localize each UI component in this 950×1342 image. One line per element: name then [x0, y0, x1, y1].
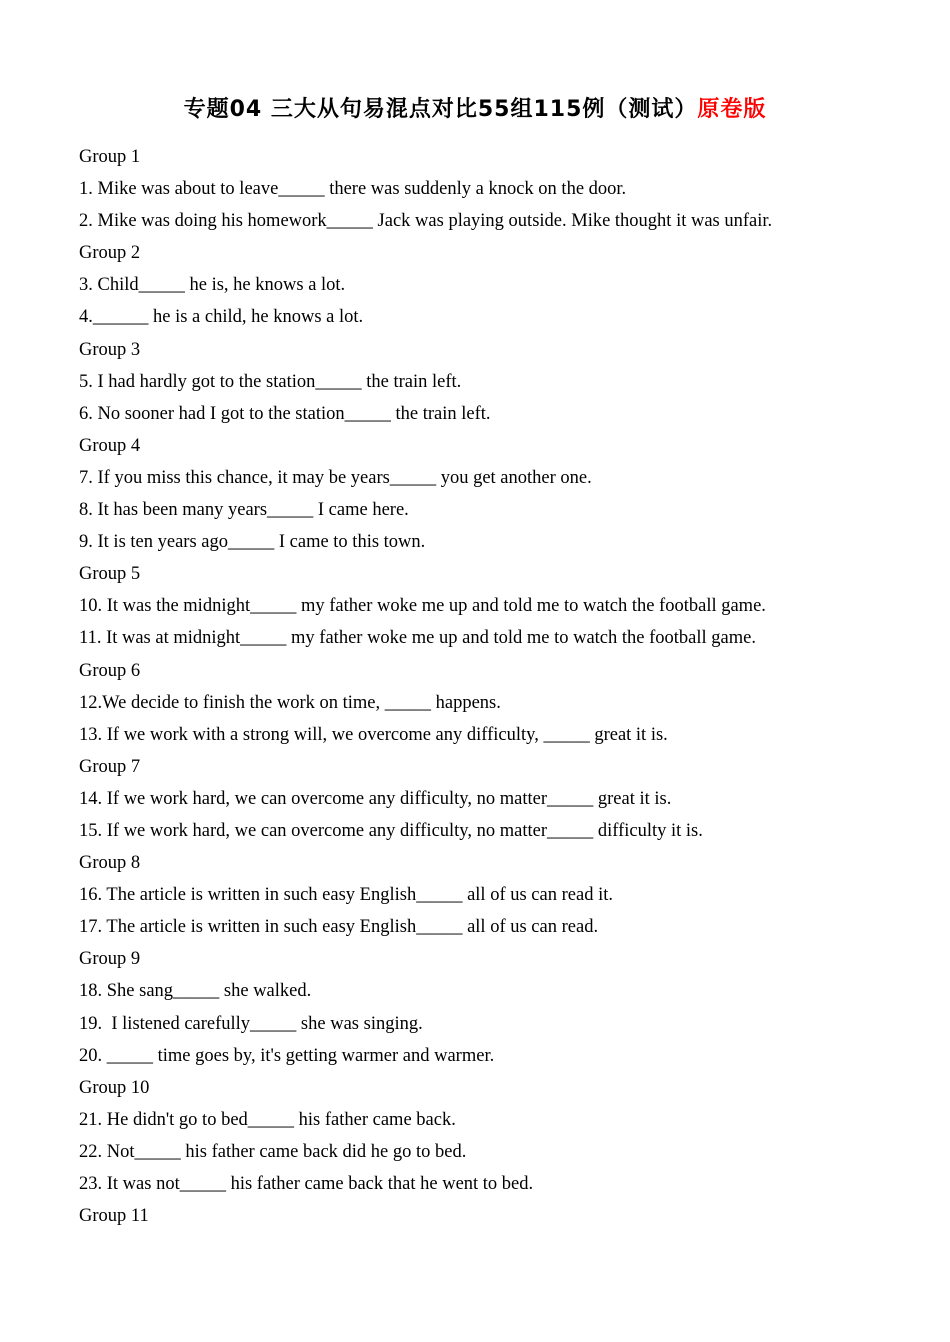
exercise-item: 20. _____ time goes by, it's getting warmer and warmer. — [79, 1045, 495, 1066]
exercise-list — [79, 141, 879, 1232]
exercise-item: 9. It is ten years ago_____ I came to this town. — [79, 532, 426, 553]
exercise-item: 18. She sang_____ she walked. — [79, 981, 312, 1002]
group-heading: Group 4 — [79, 435, 141, 456]
group-heading: Group 1 — [79, 147, 141, 167]
group-heading: Group 9 — [79, 949, 141, 970]
exercise-item: 4.______ he is a child, he knows a lot. — [79, 307, 364, 328]
exercise-item: 21. He didn't go to bed_____ his father came back. — [79, 1109, 456, 1130]
exercise-item: 16. The article is written in such easy English_____ all of us can read it. — [79, 885, 613, 906]
exercise-item: 1. Mike was about to leave_____ there was suddenly a knock on the door. — [79, 179, 627, 200]
exercise-item: 15. If we work hard, we can overcome any difficulty, no matter_____ difficulty it is. — [79, 820, 703, 841]
group-heading: Group 7 — [79, 756, 141, 777]
group-heading: Group 11 — [79, 1206, 149, 1227]
group-heading: Group 6 — [79, 660, 141, 681]
exercise-item: 3. Child_____ he is, he knows a lot. — [79, 275, 346, 296]
exercise-item: 10. It was the midnight_____ my father woke me up and told me to watch the football game. — [79, 596, 766, 617]
exercise-item: 6. No sooner had I got to the station_____ the train left. — [79, 403, 491, 424]
title-main: 专题04 三大从句易混点对比55组115例（测试） — [183, 97, 698, 122]
group-heading: Group 5 — [79, 564, 141, 585]
exercise-item: 19. I listened carefully_____ she was singing. — [79, 1013, 423, 1034]
document-title — [0, 92, 950, 128]
exercise-item: 17. The article is written in such easy English_____ all of us can read. — [79, 917, 599, 938]
exercise-item: 5. I had hardly got to the station_____ the train left. — [79, 371, 462, 392]
group-heading: Group 10 — [79, 1077, 150, 1098]
group-heading: Group 3 — [79, 339, 141, 360]
title-tag: 原卷版 — [697, 97, 767, 122]
exercise-item: 8. It has been many years_____ I came here. — [79, 500, 409, 521]
exercise-item: 14. If we work hard, we can overcome any difficulty, no matter_____ great it is. — [79, 788, 672, 809]
exercise-item: 13. If we work with a strong will, we overcome any difficulty, _____ great it is. — [79, 724, 668, 745]
exercise-item: 7. If you miss this chance, it may be years_____ you get another one. — [79, 467, 592, 488]
exercise-item: 22. Not_____ his father came back did he go to bed. — [79, 1141, 467, 1162]
group-heading: Group 2 — [79, 243, 141, 264]
group-heading: Group 8 — [79, 853, 141, 874]
exercise-item: 11. It was at midnight_____ my father woke me up and told me to watch the football game. — [79, 628, 756, 649]
exercise-item: 23. It was not_____ his father came back that he went to bed. — [79, 1174, 534, 1194]
exercise-item: 12.We decide to finish the work on time, _____ happens. — [79, 692, 501, 713]
exercise-item: 2. Mike was doing his homework_____ Jack was playing outside. Mike thought it was unfair. — [79, 211, 773, 232]
